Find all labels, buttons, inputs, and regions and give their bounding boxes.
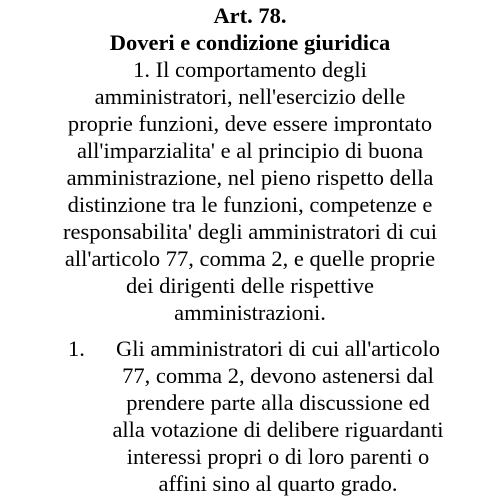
- list-item-line: prendere parte alla discussione ed: [126, 390, 430, 415]
- list-item-line: affini sino al quarto grado.: [158, 471, 398, 496]
- paragraph-line: dei dirigenti delle rispettive: [125, 273, 375, 298]
- paragraph-line: amministratori, nell'esercizio delle: [94, 84, 406, 109]
- list-item-line: interessi propri o di loro parenti o: [126, 444, 430, 469]
- paragraph-line: amministrazione, nel pieno rispetto della: [66, 165, 434, 190]
- paragraph-line: 1. Il comportamento degli: [133, 57, 367, 82]
- list-item-line: Gli amministratori di cui all'articolo: [116, 336, 440, 361]
- article-number: Art. 78.: [213, 3, 287, 28]
- list-item-marker: 1.: [68, 336, 85, 361]
- article-heading: Doveri e condizione giuridica: [109, 30, 391, 55]
- list-item-line: 77, comma 2, devono astenersi dal: [122, 363, 434, 388]
- paragraph-line: all'articolo 77, comma 2, e quelle proprie: [64, 246, 436, 271]
- paragraph-line: all'imparzialita' e al principio di buona: [76, 138, 424, 163]
- paragraph-line: proprie funzioni, deve essere improntato: [67, 111, 433, 136]
- paragraph-line: responsabilita' degli amministratori di cui: [63, 219, 437, 244]
- paragraph-line: amministrazioni.: [174, 300, 326, 325]
- list-item-line: alla votazione di delibere riguardanti: [112, 417, 444, 442]
- paragraph-line: distinzione tra le funzioni, competenze e: [67, 192, 433, 217]
